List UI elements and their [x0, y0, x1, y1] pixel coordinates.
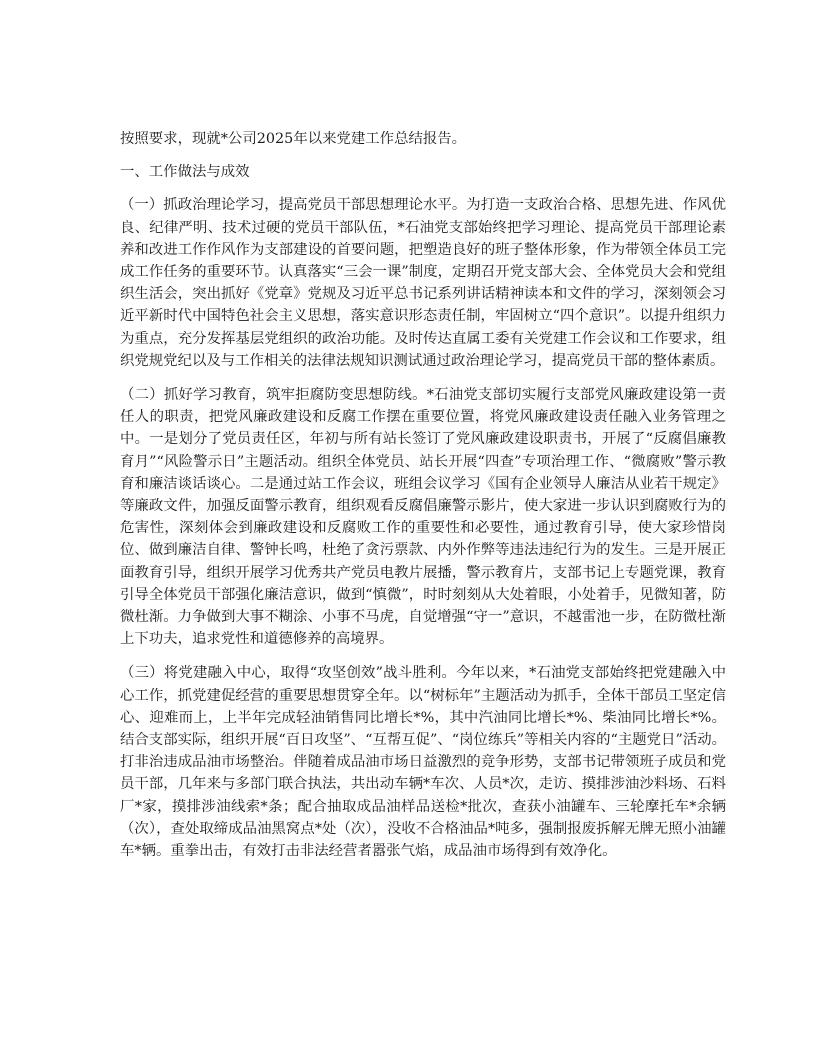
section-heading: 一、工作做法与成效 — [120, 164, 250, 181]
intro-paragraph: 按照要求，现就*公司2025年以来党建工作总结报告。 — [120, 131, 467, 147]
document-page — [120, 128, 726, 874]
section-2-paragraph: （二）抓好学习教育，筑牢拒腐防变思想防线。*石油党支部切实履行支部党风廉政建设第一责任人的职责，把党风廉政建设和反腐工作摆在重要位置，将党风廉政建设责任融入业务管理之中。一是划分了党员责任区，年初与所有站长签订了党风廉政建设职责书，开展了“反腐倡廉教育月”“风险警示日”主题活动。组织全体党员、站长开展“四查”专项治理工作、“微腐败”警示教育和廉洁谈话谈心。二是通过站工作会议，班组会议学习《国有企业领导人廉洁从业若干规定》等廉政文件，加强反面警示教育，组织观看反腐倡廉警示影片，使大家进一步认识到腐败行为的危害性，深刻体会到廉政建设和反腐败工作的重要性和必要性，通过教育引导，使大家珍惜岗位、做到廉洁自律、警钟长鸣，杜绝了贪污票款、内外作弊等违法违纪行为的发生。三是开展正面教育引导，组织开展学习优秀共产党员电教片展播，警示教育片，支部书记上专题党课，教育引导全体党员干部强化廉洁意识，做到“慎微”，时时刻刻从大处着眼，小处着手，见微知著，防微杜渐。力争做到大事不糊涂、小事不马虎，自觉增强“守一”意识，不越雷池一步，在防微杜渐上下功夫，追求党性和道德修养的高境界。 — [120, 387, 726, 648]
section-3-paragraph: （三）将党建融入中心，取得“攻坚创效”战斗胜利。今年以来，*石油党支部始终把党建融入中心工作，抓党建促经营的重要思想贯穿全年。以“树标年”主题活动为抓手，全体干部员工坚定信心、迎难而上，上半年完成轻油销售同比增长*%，其中汽油同比增长*%、柴油同比增长*%。结合支部实际，组织开展“百日攻坚”、“互帮互促”、“岗位练兵”等相关内容的“主题党日”活动。打非治违成品油市场整治。伴随着成品油市场日益激烈的竞争形势，支部书记带领班子成员和党员干部，几年来与多部门联合执法，共出动车辆*车次、人员*次，走访、摸排涉油沙料场、石料厂*家，摸排涉油线索*条；配合抽取成品油样品送检*批次，查获小油罐车、三轮摩托车*余辆（次），查处取缔成品油黑窝点*处（次），没收不合格油品*吨多，强制报废拆解无牌无照小油罐车*辆。重拳出击，有效打击非法经营者嚣张气焰，成品油市场得到有效净化。 — [120, 665, 726, 860]
section-1-paragraph: （一）抓政治理论学习，提高党员干部思想理论水平。为打造一支政治合格、思想先进、作风优良、纪律严明、技术过硬的党员干部队伍，*石油党支部始终把学习理论、提高党员干部理论素养和改进工作作风作为支部建设的首要问题，把塑造良好的班子整体形象，作为带领全体员工完成工作任务的重要环节。认真落实“三会一课”制度，定期召开党支部大会、全体党员大会和党组织生活会，突出抓好《党章》党规及习近平总书记系列讲话精神读本和文件的学习，深刻领会习近平新时代中国特色社会主义思想，落实意识形态责任制，牢固树立“四个意识”。以提升组织力为重点，充分发挥基层党组织的政治功能。及时传达直属工委有关党建工作会议和工作要求，组织党规党纪以及与工作相关的法律法规知识测试通过政治理论学习，提高党员干部的整体素质。 — [120, 197, 726, 369]
